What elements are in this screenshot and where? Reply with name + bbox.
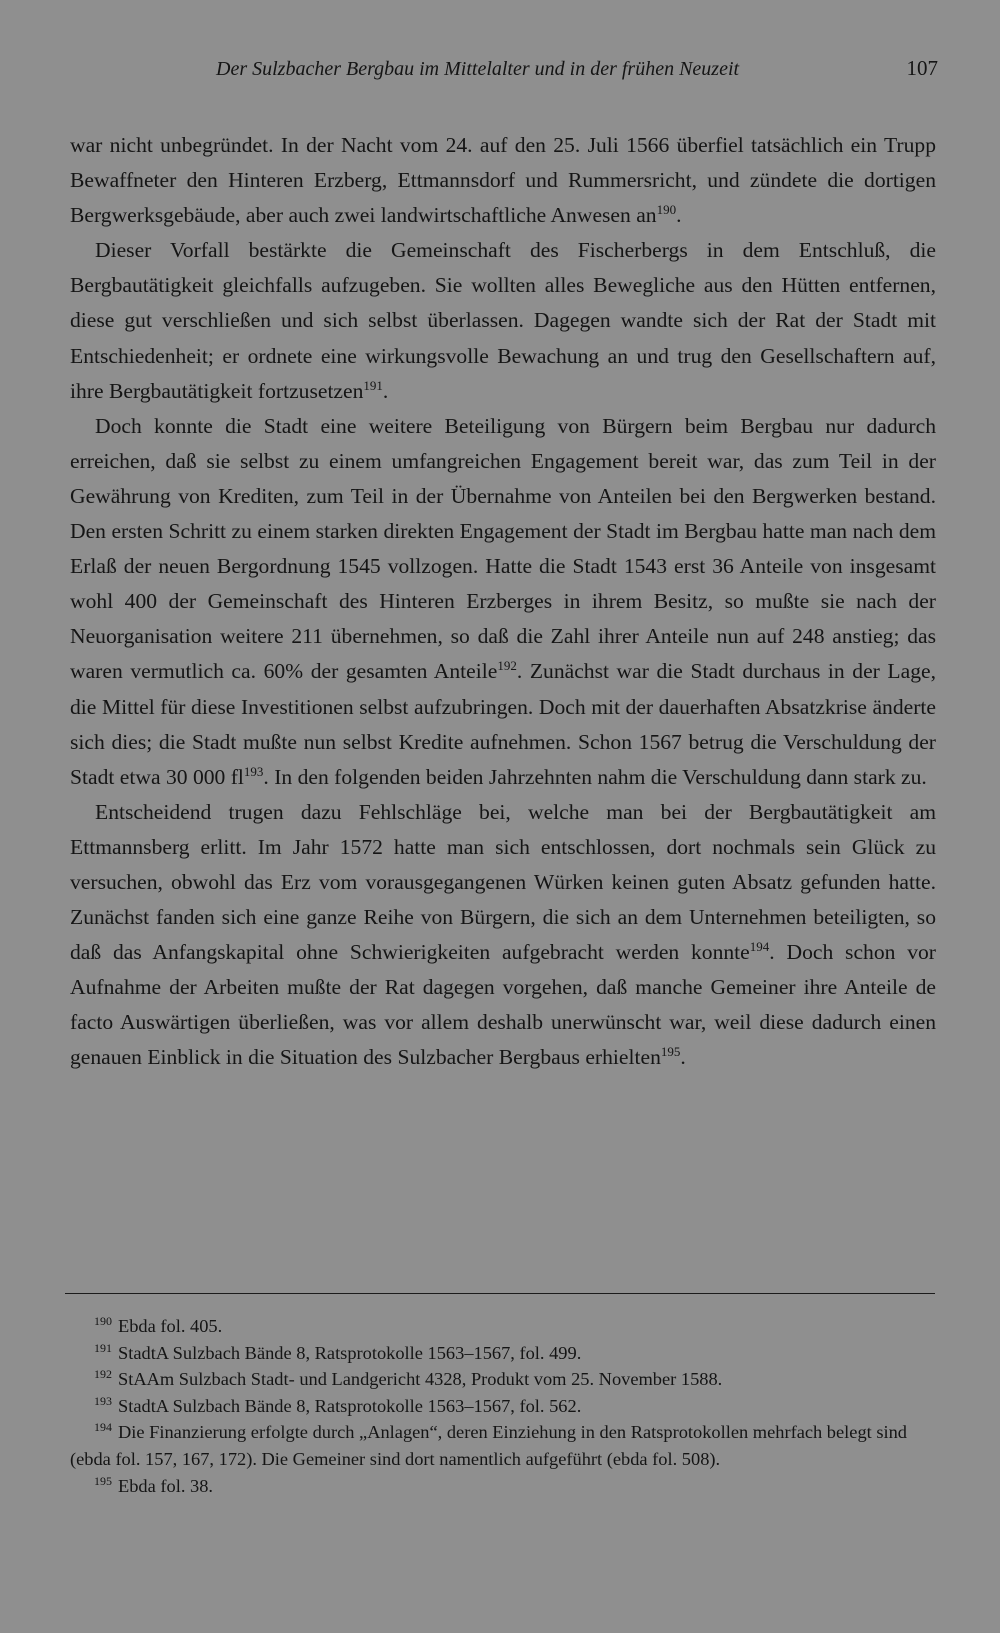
footnote-text: Die Finanzierung erfolgte durch „Anlagen“, deren Einziehung in den Ratsprotokollen mehrfach belegt sind (ebda fol. 157, 167, 172). Die Gemeiner sind dort namentlich aufgeführt (ebda fol. 508). xyxy=(70,1422,908,1469)
footnote-reference: 191 xyxy=(363,377,383,393)
paragraph-text: Entscheidend trugen dazu Fehlschläge bei, welche man bei der Bergbautätigkeit am Ettmannsberg erlitt. Im Jahr 1572 hatte man sich entschlossen, dort nochmals sein Glück zu versuchen, obwohl das Erz vom vorausgegangenen Würken keinen guten Absatz gefunden hatte. Zunächst fanden sich eine ganze Reihe von Bürgern, die sich an dem Unternehmen beteiligten, so daß das Anfangskapital ohne Schwierigkeiten aufgebracht werden konnte xyxy=(70,799,936,965)
footnote-number: 195 xyxy=(94,1473,112,1488)
footnote-reference: 194 xyxy=(749,939,770,955)
footnote-reference: 193 xyxy=(243,763,264,779)
paragraph-text: Dieser Vorfall bestärkte die Gemeinschaft des Fischerbergs in dem Entschluß, die Bergbautätigkeit gleichfalls aufzugeben. Sie wollten alles Bewegliche aus den Hütten entfernen, diese gut verschließen und sich selbst überlassen. Dagegen wandte sich der Rat der Stadt mit Entschiedenheit; er ordnete eine wirkungsvolle Bewachung an und trug den Gesellschaftern auf, ihre Bergbautätigkeit fortzusetzen xyxy=(70,238,936,403)
paragraph-text: . Doch schon vor Aufnahme der Arbeiten mußte der Rat dagegen vorgehen, daß manche Gemeiner ihre Anteile de facto Auswärtigen überließen, was vor allem deshalb unerwünscht war, weil diese dadurch einen genauen Einblick in die Situation des Sulzbacher Bergbaus erhielten xyxy=(70,940,936,1070)
running-title: Der Sulzbacher Bergbau im Mittelalter und in der frühen Neuzeit xyxy=(216,58,740,80)
footnote xyxy=(70,1393,936,1420)
footnote xyxy=(70,1340,936,1367)
paragraph-text: Doch konnte die Stadt eine weitere Beteiligung von Bürgern beim Bergbau nur dadurch erreichen, daß sie selbst zu einem umfangreichen Engagement bereit war, das zum Teil in der Gewährung von Krediten, zum Teil in der Übernahme von Anteilen bei den Bergwerken bestand. Den ersten Schritt zu einem starken direkten Engagement der Stadt im Bergbau hatte man nach dem Erlaß der neuen Bergordnung 1545 vollzogen. Hatte die Stadt 1543 erst 36 Anteile von insgesamt wohl 400 der Gemeinschaft des Hinteren Erzberges in ihrem Besitz, so mußte sie nach der Neuorganisation weitere 211 übernehmen, so daß die Zahl ihrer Anteile nun auf 248 anstieg; das waren vermutlich ca. 60% der gesamten Anteile xyxy=(70,413,936,684)
paragraph xyxy=(70,795,936,1076)
footnotes xyxy=(70,1313,936,1499)
page-number: 107 xyxy=(906,56,938,80)
footnote xyxy=(70,1419,936,1472)
footnote-number: 194 xyxy=(94,1420,112,1435)
footnote-number: 193 xyxy=(94,1393,112,1408)
paragraph xyxy=(70,409,936,795)
footnote-reference: 192 xyxy=(497,658,517,674)
footnote xyxy=(70,1473,936,1500)
footnote-text: Ebda fol. 405. xyxy=(118,1316,223,1336)
footnote-reference: 190 xyxy=(656,202,677,218)
footnote-number: 192 xyxy=(94,1367,112,1382)
paragraph-text: . In den folgenden beiden Jahrzehnten nahm die Verschuldung dann stark zu. xyxy=(263,764,927,789)
footnote-divider xyxy=(65,1293,935,1294)
footnote-text: StAAm Sulzbach Stadt- und Landgericht 4328, Produkt vom 25. November 1588. xyxy=(118,1369,723,1390)
paragraph-text: war nicht unbegründet. In der Nacht vom 24. auf den 25. Juli 1566 überfiel tatsächlich ein Trupp Bewaffneter den Hinteren Erzberg, Ettmannsdorf und Rummersricht, und zündete die dortigen Bergwerksgebäude, aber auch zwei landwirtschaftliche Anwesen an xyxy=(70,133,936,228)
running-head xyxy=(70,56,938,88)
paragraph-text: . Zunächst war die Stadt durchaus in der Lage, die Mittel für diese Investitionen selbst aufzubringen. Doch mit der dauerhaften Absatzkrise änderte sich dies; die Stadt mußte nun selbst Kredite aufnehmen. Schon 1567 betrug die Verschuldung der Stadt etwa 30 000 fl xyxy=(70,659,936,789)
footnote-text: StadtA Sulzbach Bände 8, Ratsprotokolle 1563–1567, fol. 499. xyxy=(118,1342,582,1363)
footnote-number: 190 xyxy=(94,1314,112,1328)
footnote-text: Ebda fol. 38. xyxy=(118,1475,213,1496)
paragraph-text: . xyxy=(680,1045,686,1070)
footnote xyxy=(70,1313,936,1340)
footnote-text: StadtA Sulzbach Bände 8, Ratsprotokolle 1563–1567, fol. 562. xyxy=(118,1395,582,1416)
paragraph-text: . xyxy=(676,203,682,228)
footnote-reference: 195 xyxy=(660,1044,681,1060)
footnote-number: 191 xyxy=(94,1340,112,1355)
paragraph xyxy=(70,128,936,233)
body-text xyxy=(70,128,936,1076)
paragraph-text: . xyxy=(382,378,389,403)
paragraph xyxy=(70,233,936,408)
footnote xyxy=(70,1366,936,1393)
